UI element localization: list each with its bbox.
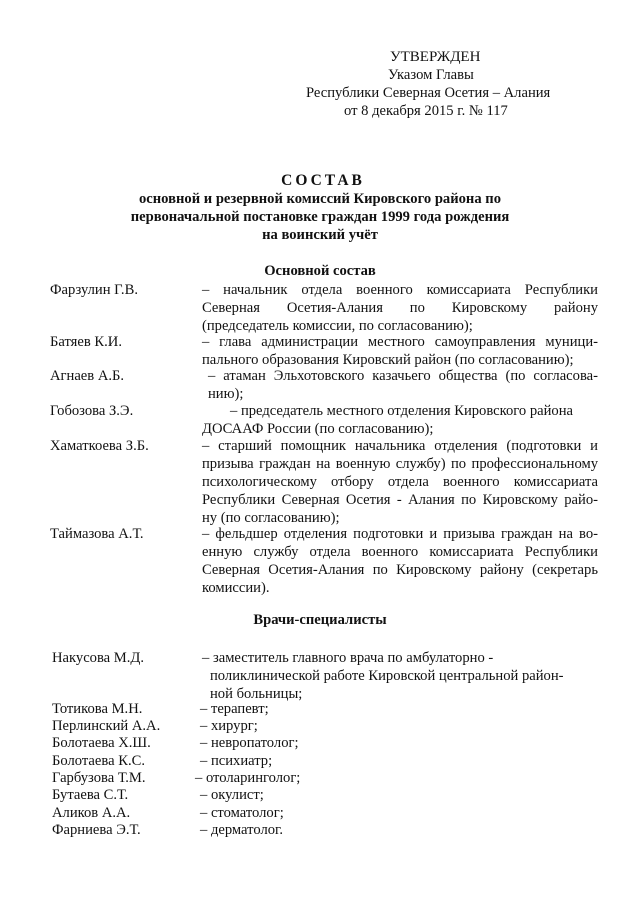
role-line: – начальник отдела военного комиссариата Республики [202, 282, 598, 298]
doctor-role: – хирург; [200, 718, 258, 734]
role-line: ну (по согласованию); [202, 510, 340, 526]
doctor-role: – стоматолог; [200, 805, 284, 821]
approval-title: УТВЕРЖДЕН [390, 49, 481, 65]
doctor-name: Болотаева К.С. [52, 753, 145, 769]
doctor-name: Аликов А.А. [52, 805, 131, 821]
doctor-role: – психиатр; [200, 753, 273, 769]
role-line: комиссии). [202, 580, 270, 596]
role-line: – фельдшер отделения подготовки и призыва граждан на во- [202, 526, 598, 542]
role-line: Северная Осетия-Алания по Кировскому району [202, 300, 598, 316]
doctor-role [202, 649, 564, 703]
member-role [202, 437, 598, 527]
approval-republic: Республики Северная Осетия – Алания [306, 85, 551, 101]
doctor-role: – окулист; [200, 787, 264, 803]
role-line: ДОСААФ России (по согласованию); [202, 421, 434, 437]
role-line: психологическому отбору отдела военного комиссариата [202, 474, 598, 490]
doctor-name: Тотикова М.Н. [52, 701, 143, 717]
doctors-section-heading: Врачи-специалисты [253, 612, 387, 628]
title-main: СОСТАВ [281, 172, 365, 189]
role-line: – заместитель главного врача по амбулаторно - [202, 650, 494, 666]
doctor-name: Бутаева С.Т. [52, 787, 129, 803]
role-line: Северная Осетия-Алания по Кировскому району (секретарь [202, 562, 598, 578]
doctor-role: – отоларинголог; [195, 770, 301, 786]
role-line: – председатель местного отделения Кировского района [230, 403, 574, 419]
member-role [202, 333, 598, 369]
role-line: – глава администрации местного самоуправления муници- [202, 334, 598, 350]
member-role [208, 367, 598, 403]
role-line: ной больницы; [210, 686, 303, 702]
role-line: (председатель комиссии, по согласованию); [202, 318, 473, 334]
member-name: Хаматкоева З.Б. [50, 438, 149, 454]
doctor-role: – дерматолог. [200, 822, 284, 838]
document-title [0, 172, 640, 244]
member-name: Таймазова А.Т. [50, 526, 144, 542]
member-name: Гобозова З.Э. [50, 403, 134, 419]
doctor-name: Накусова М.Д. [52, 650, 145, 666]
title-line-3: на воинский учёт [262, 227, 378, 243]
doctor-role: – невропатолог; [200, 735, 299, 751]
doctor-name: Перлинский А.А. [52, 718, 161, 734]
member-role [202, 281, 598, 335]
approval-block [306, 48, 606, 120]
role-line: – старший помощник начальника отделения (подготовки и [202, 438, 598, 454]
member-name: Батяев К.И. [50, 334, 122, 350]
approval-decree: Указом Главы [388, 67, 474, 83]
member-role [202, 402, 598, 438]
doctor-name: Болотаева Х.Ш. [52, 735, 151, 751]
doctor-role: – терапевт; [200, 701, 269, 717]
title-line-1: основной и резервной комиссий Кировского района по [139, 191, 501, 207]
role-line: енную службу отдела военного комиссариата Республики [202, 544, 598, 560]
role-line: – атаман Эльхотовского казачьего общества (по согласова- [208, 368, 598, 384]
role-line: призыва граждан на военную службу) по профессиональному [202, 456, 598, 472]
role-line: нию); [208, 386, 244, 402]
doctor-name: Гарбузова Т.М. [52, 770, 146, 786]
role-line: Республики Северная Осетия - Алания по Кировскому райо- [202, 492, 598, 508]
member-name: Фарзулин Г.В. [50, 282, 138, 298]
approval-date: от 8 декабря 2015 г. № 117 [344, 103, 508, 119]
role-line: пального образования Кировский район (по согласованию); [202, 352, 574, 368]
member-role [202, 525, 598, 597]
title-line-2: первоначальной постановке граждан 1999 года рождения [130, 209, 510, 225]
member-name: Агнаев А.Б. [50, 368, 125, 384]
doctor-name: Фарниева Э.Т. [52, 822, 141, 838]
main-section-heading: Основной состав [264, 263, 376, 279]
role-line: поликлинической работе Кировской центральной район- [210, 668, 564, 684]
